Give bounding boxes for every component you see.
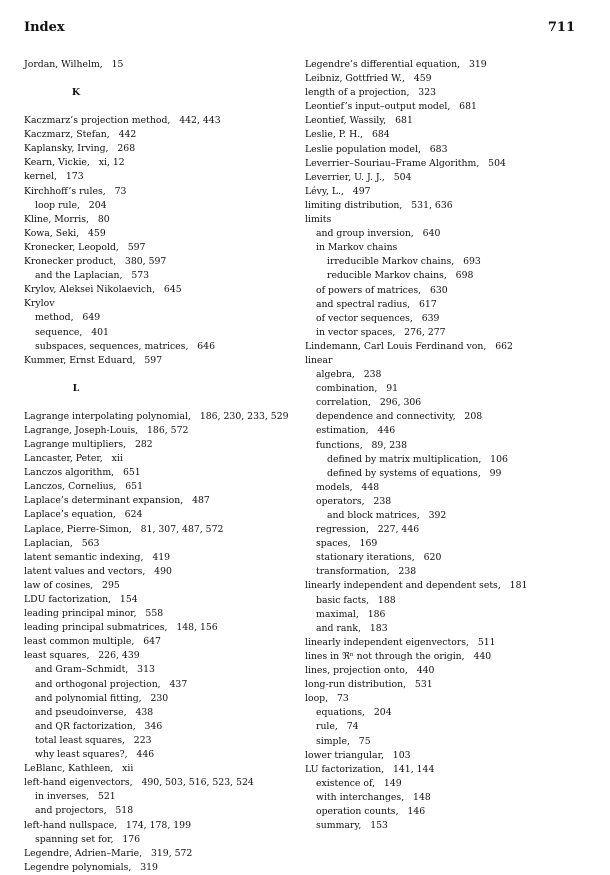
index-entry: least common multiple, 647 xyxy=(24,636,161,648)
index-entry: left-hand nullspace, 174, 178, 199 xyxy=(24,819,191,831)
index-entry: leading principal minor, 558 xyxy=(24,608,164,620)
index-column-left xyxy=(24,58,302,875)
index-entry: left-hand eigenvectors, 490, 503, 516, 523, 524 xyxy=(24,777,254,789)
page-number: 711 xyxy=(547,20,575,35)
index-subentry: algebra, 238 xyxy=(316,369,382,381)
index-entry: LDU factorization, 154 xyxy=(24,594,138,605)
index-subentry: spanning set for, 176 xyxy=(35,833,141,845)
index-subentry: dependence and connectivity, 208 xyxy=(316,411,483,423)
index-entry: Lagrange multipliers, 282 xyxy=(24,438,153,450)
index-subentry: irreducible Markov chains, 693 xyxy=(327,256,481,268)
index-entry: least squares, 226, 439 xyxy=(24,650,140,662)
index-subentry: models, 448 xyxy=(316,481,380,493)
index-subentry: and polynomial fitting, 230 xyxy=(35,692,169,704)
index-subentry: operators, 238 xyxy=(316,495,392,507)
index-subentry: stationary iterations, 620 xyxy=(316,552,442,564)
index-entry: long-run distribution, 531 xyxy=(305,679,433,691)
index-entry: lines, projection onto, 440 xyxy=(305,665,435,677)
index-entry: linear xyxy=(305,354,333,366)
index-entry: Leverrier–Souriau–Frame Algorithm, 504 xyxy=(305,157,506,169)
index-entry: latent semantic indexing, 419 xyxy=(24,551,171,563)
index-entry: Lindemann, Carl Louis Ferdinand von, 662 xyxy=(305,340,513,352)
index-subentry: summary, 153 xyxy=(316,820,388,832)
index-subentry: and group inversion, 640 xyxy=(316,228,441,240)
index-entry: leading principal submatrices, 148, 156 xyxy=(24,622,218,634)
index-entry: Kline, Morris, 80 xyxy=(24,213,110,225)
index-entry: Laplace’s determinant expansion, 487 xyxy=(24,495,210,507)
index-entry: latent values and vectors, 490 xyxy=(24,565,172,577)
index-subentry: and QR factorization, 346 xyxy=(35,720,163,732)
index-entry: Legendre, Adrien–Marie, 319, 572 xyxy=(24,847,193,859)
index-entry: Lanczos, Cornelius, 651 xyxy=(24,481,144,493)
index-subentry: transformation, 238 xyxy=(316,566,417,578)
index-entry: Lagrange, Joseph-Louis, 186, 572 xyxy=(24,424,189,436)
index-subentry: simple, 75 xyxy=(316,735,371,747)
index-entry: Laplacian, 563 xyxy=(24,537,100,549)
index-entry: Kirchhoff’s rules, 73 xyxy=(24,185,127,197)
index-subentry: in inverses, 521 xyxy=(35,791,116,803)
index-subentry: and block matrices, 392 xyxy=(327,510,447,521)
index-entry: loop, 73 xyxy=(305,693,349,705)
index-subentry: why least squares?, 446 xyxy=(35,749,155,761)
index-entry: Lévy, L., 497 xyxy=(305,185,371,197)
index-subentry: defined by matrix multiplication, 106 xyxy=(327,453,508,465)
index-subentry: loop rule, 204 xyxy=(35,199,107,211)
index-entry: Jordan, Wilhelm, 15 xyxy=(24,59,124,70)
index-entry: limiting distribution, 531, 636 xyxy=(305,199,453,211)
index-entry: linearly independent and dependent sets, 181 xyxy=(305,580,528,592)
index-entry: length of a projection, 323 xyxy=(305,87,437,99)
index-entry: Leibniz, Gottfried W., 459 xyxy=(305,73,432,85)
index-subentry: in vector spaces, 276, 277 xyxy=(316,326,446,338)
index-entry: Lancaster, Peter, xii xyxy=(24,453,123,465)
index-subentry: of powers of matrices, 630 xyxy=(316,284,448,296)
index-subentry: rule, 74 xyxy=(316,721,359,733)
index-subentry: maximal, 186 xyxy=(316,608,386,620)
page-header xyxy=(24,20,586,38)
index-subentry: and Gram–Schmidt, 313 xyxy=(35,664,155,676)
index-entry: Lanczos algorithm, 651 xyxy=(24,467,141,479)
index-entry: Leslie, P. H., 684 xyxy=(305,129,390,141)
index-entry: LU factorization, 141, 144 xyxy=(305,763,435,775)
index-entry: Kaczmarz, Stefan, 442 xyxy=(24,129,137,141)
index-subentry: operation counts, 146 xyxy=(316,805,426,817)
index-subentry: functions, 89, 238 xyxy=(316,439,407,451)
index-entry: Leontief, Wassily, 681 xyxy=(305,115,413,127)
index-entry: Kaplansky, Irving, 268 xyxy=(24,143,136,155)
index-subentry: subspaces, sequences, matrices, 646 xyxy=(35,340,216,352)
index-entry: Kaczmarz’s projection method, 442, 443 xyxy=(24,115,221,127)
index-entry: Kronecker, Leopold, 597 xyxy=(24,241,146,253)
index-subentry: existence of, 149 xyxy=(316,777,402,789)
index-entry: LeBlanc, Kathleen, xii xyxy=(24,763,134,775)
index-subentry: estimation, 446 xyxy=(316,425,396,437)
index-subentry: with interchanges, 148 xyxy=(316,791,431,803)
index-entry: Kummer, Ernst Eduard, 597 xyxy=(24,354,163,366)
index-subentry: and rank, 183 xyxy=(316,622,388,634)
index-entry: Kowa, Seki, 459 xyxy=(24,227,106,239)
index-entry: kernel, 173 xyxy=(24,171,84,183)
page-title: Index xyxy=(24,20,65,35)
section-letter: L xyxy=(72,382,80,394)
index-subentry: method, 649 xyxy=(35,312,101,324)
index-entry: Laplace, Pierre-Simon, 81, 307, 487, 572 xyxy=(24,523,224,535)
index-subentry: basic facts, 188 xyxy=(316,594,396,606)
index-subentry: and projectors, 518 xyxy=(35,805,134,817)
index-entry: Kronecker product, 380, 597 xyxy=(24,256,167,268)
index-entry: limits xyxy=(305,214,332,226)
index-entry: linearly independent eigenvectors, 511 xyxy=(305,636,496,648)
index-subentry: and orthogonal projection, 437 xyxy=(35,678,188,690)
index-entry: lower triangular, 103 xyxy=(305,749,411,761)
index-subentry: defined by systems of equations, 99 xyxy=(327,467,502,479)
index-entry: lines in ℜⁿ not through the origin, 440 xyxy=(305,650,492,662)
index-subentry: total least squares, 223 xyxy=(35,734,152,746)
index-entry: Legendre’s differential equation, 319 xyxy=(305,59,487,70)
index-entry: Leverrier, U. J. J., 504 xyxy=(305,171,412,183)
index-entry: Legendre polynomials, 319 xyxy=(24,861,158,873)
index-subentry: and spectral radius, 617 xyxy=(316,298,437,310)
index-entry: Kearn, Vickie, xi, 12 xyxy=(24,157,125,169)
index-subentry: and pseudoinverse, 438 xyxy=(35,706,154,718)
index-entry: Leontief’s input–output model, 681 xyxy=(305,101,477,113)
index-entry: Laplace’s equation, 624 xyxy=(24,509,143,521)
index-subentry: sequence, 401 xyxy=(35,326,109,338)
index-entry: Krylov, Aleksei Nikolaevich, 645 xyxy=(24,284,182,296)
index-subentry: in Markov chains xyxy=(316,242,398,254)
index-entry: Leslie population model, 683 xyxy=(305,143,448,155)
index-subentry: regression, 227, 446 xyxy=(316,524,420,536)
index-subentry: reducible Markov chains, 698 xyxy=(327,270,474,282)
index-entry: Lagrange interpolating polynomial, 186, 230, 233, 529 xyxy=(24,410,289,422)
index-subentry: equations, 204 xyxy=(316,707,392,719)
index-subentry: correlation, 296, 306 xyxy=(316,397,422,409)
index-subentry: of vector sequences, 639 xyxy=(316,312,440,324)
index-column-right xyxy=(305,58,605,833)
section-letter: K xyxy=(71,87,81,99)
index-subentry: spaces, 169 xyxy=(316,538,378,550)
index-entry: Krylov xyxy=(24,298,55,310)
index-entry: law of cosines, 295 xyxy=(24,579,120,591)
index-subentry: combination, 91 xyxy=(316,383,399,395)
index-subentry: and the Laplacian, 573 xyxy=(35,270,150,282)
